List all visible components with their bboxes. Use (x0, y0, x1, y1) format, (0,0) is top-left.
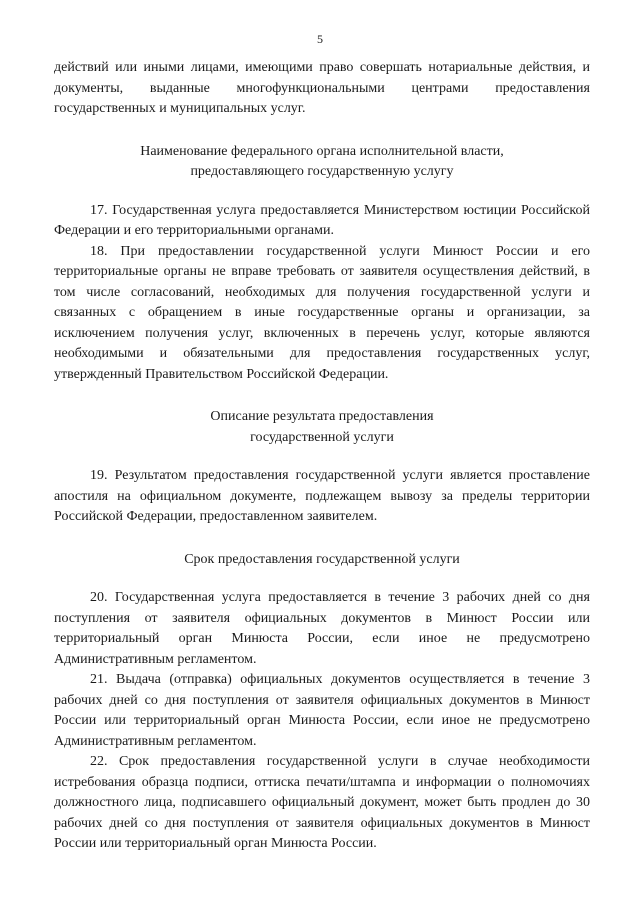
paragraph-17: 17. Государственная услуга предоставляется Министерством юстиции Российской Федерации и его территориальными органами. (54, 202, 590, 238)
spacer (54, 183, 590, 201)
heading-line: Наименование федерального органа исполнительной власти, (140, 143, 504, 159)
heading-line: государственной услуги (250, 429, 394, 445)
spacer (54, 120, 590, 142)
intro-paragraph: действий или иными лицами, имеющими право совершать нотариальные действия, и документы, выданные многофункциональными центрами предоставления государственных и муниципальных услуг. (54, 60, 590, 116)
section-heading-result (54, 407, 590, 448)
spacer (54, 385, 590, 407)
section-heading-term (54, 550, 590, 571)
paragraph-18: 18. При предоставлении государственной услуги Минюст России и его территориальные органы не вправе требовать от заявителя осуществления действий, в том числе согласований, необходимых для получения государственной услуги и связанных с обращением в иные государственные органы и организации, за исключением получения услуг, включенных в перечень услуг, которые являются необходимыми и обязательными для предоставления государственных услуг, утвержденный Правительством Российской Федерации. (54, 243, 590, 382)
paragraph-21: 21. Выдача (отправка) официальных документов осуществляется в течение 3 рабочих дней со дня поступления от заявителя официальных документов в Минюст России или территориальный орган Минюста России, если иное не предусмотрено Административным регламентом. (54, 672, 590, 749)
spacer (54, 570, 590, 588)
heading-line: предоставляющего государственную услугу (190, 164, 454, 179)
heading-line: Срок предоставления государственной услуги (184, 551, 460, 567)
heading-line: Описание результата предоставления (210, 409, 434, 424)
page-number: 5 (317, 32, 323, 46)
spacer (54, 448, 590, 466)
document-body (54, 58, 590, 855)
paragraph-19: 19. Результатом предоставления государственной услуги является проставление апостиля на официальном документе, подлежащем вывозу за пределы территории Российской Федерации, предоставленном заявителем. (54, 468, 590, 524)
paragraph-20: 20. Государственная услуга предоставляется в течение 3 рабочих дней со дня поступления от заявителя официальных документов в Минюст России или территориальный орган Минюста России, если иное не предусмотрено Административным регламентом. (54, 590, 590, 667)
paragraph-22: 22. Срок предоставления государственной услуги в случае необходимости истребования образца подписи, оттиска печати/штампа и информации о полномочиях должностного лица, подписавшего официальный документ, может быть продлен до 30 рабочих дней со дня поступления от заявителя официальных документов в Минюст России или территориальный орган Минюста России. (54, 754, 590, 851)
spacer (54, 528, 590, 550)
section-heading-agency (54, 142, 590, 183)
